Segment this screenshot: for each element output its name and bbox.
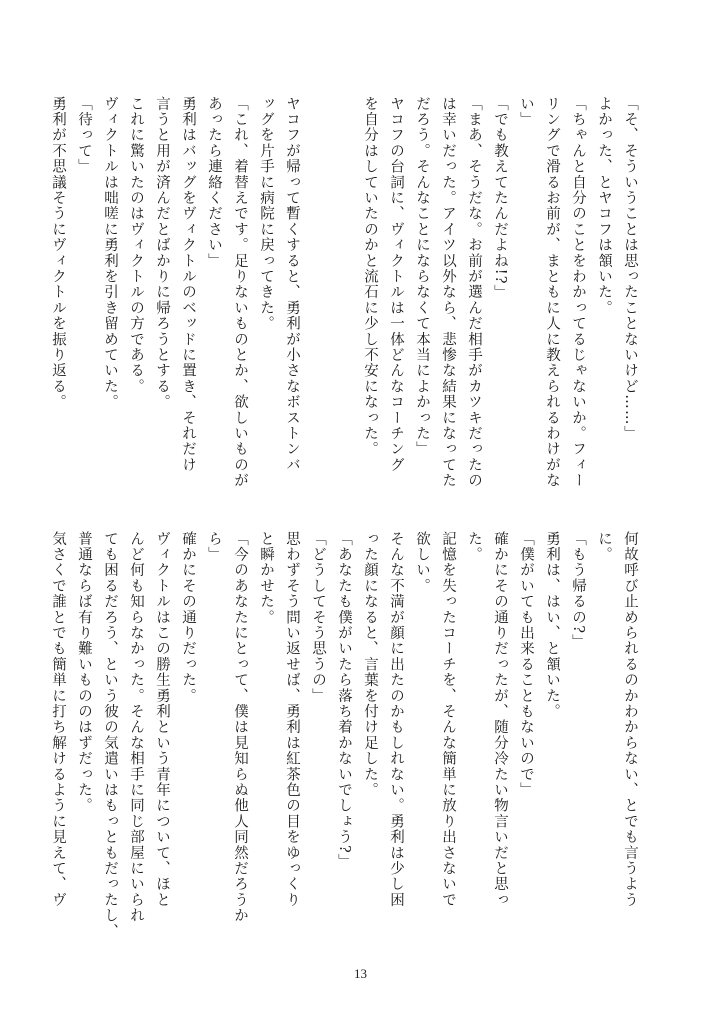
page-number: 13 [354,966,367,981]
text-line: 確かにその通りだった。 [180,531,196,704]
text-line: た。 [466,531,482,563]
text-line: 勇利はバッグをヴィクトルのベッドに置き、それだけ [180,96,196,473]
text-line: い」 [518,96,534,128]
text-line: そんな不満が顔に出たのかもしれない。勇利は少し困 [388,531,404,908]
text-line: 「どうしてそう思うの」 [310,531,326,704]
text-line: 勇利が不思議そうにヴィクトルを振り返る。 [50,96,66,410]
text-line: リングで滑るお前が、まともに人に教えられるわけがな [544,96,560,489]
text-line: 「待って」 [76,96,92,175]
text-line: 気さくで誰とでも簡単に打ち解けるように見えて、ヴ [50,531,66,908]
text-line: と瞬かせた。 [258,531,274,626]
text-line: ヤコフが帰って暫くすると、勇利が小さなボストンバ [284,96,300,473]
text-line: 「これ、着替えです。足りないものとか、欲しいものが [232,96,248,489]
text-line [305,96,331,506]
text-line: 「今のあなたにとって、僕は見知らぬ他人同然だろうか [232,531,248,924]
text-line: を自分はしていたのかと流石に少し不安になった。 [362,96,378,458]
text-line: ヴィクトルはこの勝生勇利という青年について、ほと [154,531,170,908]
text-line: 記憶を失ったコーチを、そんな簡単に放り出さないで [440,531,456,908]
text-line: 普通ならば有り難いもののはずだった。 [76,531,92,814]
text-line: 「ちゃんと自分のことをわかってるじゃないか。フィー [570,96,586,489]
text-line: あったら連絡ください」 [206,96,222,269]
text-line: 勇利は、はい、と頷いた。 [544,531,560,720]
text-line: 思わずそう問い返せば、勇利は紅茶色の目をゆっくり [284,531,300,908]
text-line: 「もう帰るの?」 [570,531,586,650]
text-line: 欲しい。 [414,531,430,594]
text-line: 「そ、そういうことは思ったことないけど……」 [622,96,638,442]
text-line: 言うと用が済んだとばかりに帰ろうとする。 [154,96,170,410]
text-line: ら」 [206,531,222,563]
text-line: 「でも教えてたんだよね!?」 [492,96,508,301]
text-line: よかった、とヤコフは頷いた。 [596,96,612,316]
text-line: 「まあ、そうだな。お前が選んだ相手がカツキだったの [466,96,482,489]
text-line: った顔になると、言葉を付け足した。 [362,531,378,798]
text-line: ヴィクトルは咄嗟に勇利を引き留めていた。 [102,96,118,410]
text-line: 何故呼び止められるのかわからない、とでも言うよう [622,531,638,908]
text-line: ヤコフの台詞に、ヴィクトルは一体どんなコーチング [388,96,404,473]
text-line: ッグを片手に病院に戻ってきた。 [258,96,274,332]
text-line: は幸いだった。アイツ以外なら、悲惨な結果になってた [440,96,456,489]
text-line: に。 [596,531,612,563]
lower-text-block [45,531,643,941]
text-line: ても困るだろう、という彼の気遣いはもっともだったし、 [102,531,118,940]
text-line: 「あなたも僕がいたら落ち着かないでしょう?」 [336,531,352,870]
text-line: 「僕がいても出来ることもないので」 [518,531,534,798]
upper-text-block [45,96,643,506]
text-line: んど何も知らなかった。そんな相手に同じ部屋にいられ [128,531,144,924]
text-line: これに驚いたのはヴィクトルの方である。 [128,96,144,395]
text-line: 確かにその通りだったが、随分冷たい物言いだと思っ [492,531,508,908]
text-line [331,96,357,506]
text-line: だろう。そんなことにならなくて本当によかった」 [414,96,430,458]
